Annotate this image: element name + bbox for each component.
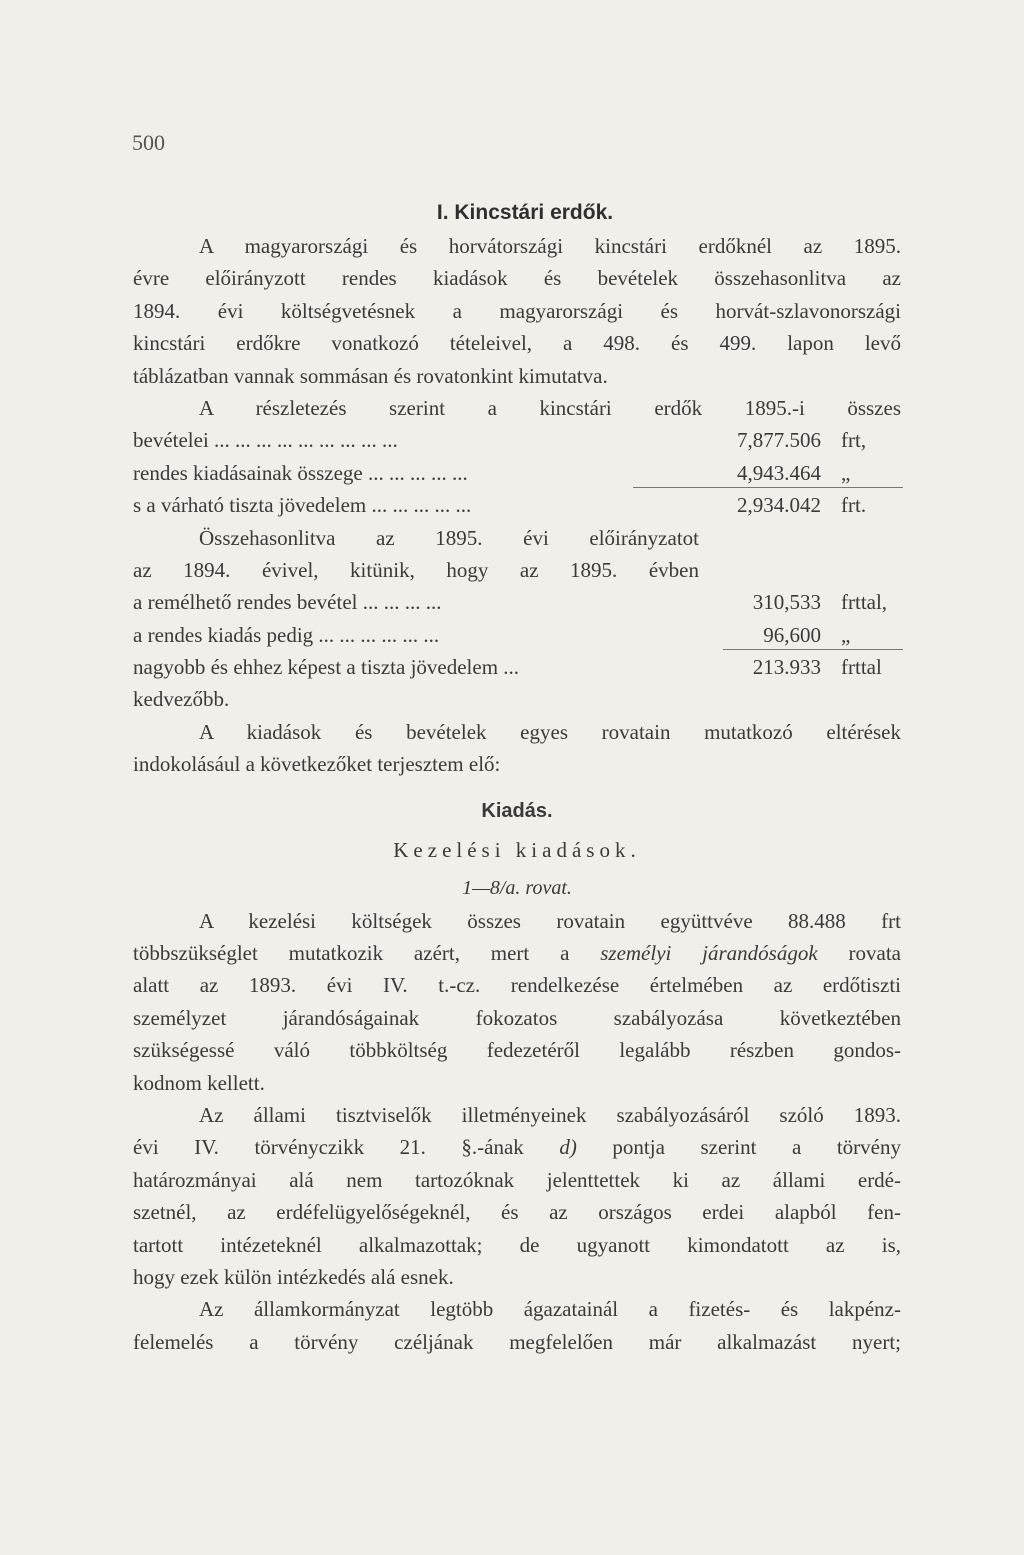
text-line: A kiadások és bevételek egyes rovatain mutatkozó eltérések [199,719,901,744]
text-line: kincstári erdőkre vonatkozó tételeivel, a 498. és 499. lapon levő [133,331,901,356]
text-span: évi IV. törvényczikk 21. §.-ának [133,1135,560,1160]
row-value: 213.933 [752,655,821,680]
comparison-row [133,651,901,683]
summary-row [133,489,901,521]
row-unit: frt, [841,428,867,453]
text-line: tartott intézeteknél alkalmazottak; de ugyanott kimondatott az is, [133,1232,901,1257]
row-label: nagyobb és ehhez képest a tiszta jövedelem ... [133,655,520,680]
heading-expenses: Kiadás. [481,799,553,822]
law-paragraph [133,1099,901,1293]
emphasis-text: d) [559,1135,577,1160]
row-value: 7,877.506 [737,428,821,453]
comparison-table [133,586,901,683]
row-label: a rendes kiadás pedig ... ... ... ... ... ... [133,622,440,647]
text-line: kedvezőbb. [133,687,230,712]
heading-admin-expenses: Kezelési kiadások. [393,837,641,862]
text-line: A kezelési költségek összes rovatain együttvéve 88.488 frt [199,908,901,933]
text-line: hogy ezek külön intézkedés alá esnek. [133,1264,454,1289]
text-line: indokolásául a következőket terjesztem elő: [133,752,501,777]
row-unit: „ [841,622,851,647]
row-value: 96,600 [763,622,821,647]
intro-paragraph [133,230,901,392]
text-line: az 1894. évivel, kitünik, hogy az 1895. évben [133,557,699,582]
text-span: pontja szerint a törvény [576,1135,901,1160]
gov-paragraph [133,1293,901,1358]
text-span: rovata [817,941,901,966]
comparison-row [133,586,901,618]
text-line: évre előirányzott rendes kiadások és bevételek összehasonlitva az [133,266,901,291]
text-line: alatt az 1893. évi IV. t.-cz. rendelkezése értelmében az erdőtiszti [133,973,901,998]
row-label: a remélhető rendes bevétel ... ... ... ... [133,590,442,615]
page-number: 500 [132,130,165,155]
summary-row [133,457,901,489]
body-text [133,196,901,1358]
text-line [133,1131,901,1163]
comparison-intro [133,522,699,587]
text-line: Az állami tisztviselők illetményeinek szabályozásáról szóló 1893. [199,1102,901,1127]
section-title: I. Kincstári erdők. [436,201,614,224]
heading-rovat: 1—8/a. rovat. [462,876,572,899]
text-line: kodnom kellett. [133,1070,265,1095]
text-line: személyzet járandóságainak fokozatos szabályozása következtében [133,1005,901,1030]
text-line [133,937,901,969]
text-line: Az államkormányzat legtöbb ágazatainál a fizetés- és lakpénz- [199,1297,901,1322]
text-line: szükségessé váló többköltség fedezetéről legalább részben gondos- [133,1038,901,1063]
comparison-row [133,619,901,651]
text-line: 1894. évi költségvetésnek a magyarországi és horvát-szlavonországi [133,298,901,323]
admin-paragraph [133,905,901,1099]
text-line: Összehasonlitva az 1895. évi előirányzatot [199,525,699,550]
row-label: s a várható tiszta jövedelem ... ... ... ... ... [133,493,472,518]
summary-row [133,424,901,456]
row-value: 4,943.464 [737,460,821,485]
row-value: 2,934.042 [737,493,821,518]
deviations-paragraph [133,716,901,781]
text-line: határozmányai alá nem tartozóknak jelenttettek ki az állami erdé- [133,1167,901,1192]
text-line: A részletezés szerint a kincstári erdők 1895.-i összes [199,395,901,420]
detail-intro [133,392,901,424]
row-unit: frttal, [841,590,888,615]
text-span: többszükséglet mutatkozik azért, mert a [133,941,601,966]
row-unit: frt. [841,493,867,518]
row-unit: frttal [841,655,882,680]
row-label: rendes kiadásainak összege ... ... ... ... ... [133,460,468,485]
row-unit: „ [841,460,851,485]
row-value: 310,533 [752,590,821,615]
emphasis-text: személyi járandóságok [600,941,818,966]
text-line: táblázatban vannak sommásan és rovatonkint kimutatva. [133,363,608,388]
row-label: bevételei ... ... ... ... ... ... ... ... ... [133,428,398,453]
summary-table [133,424,901,521]
text-line: felemelés a törvény czéljának megfelelően már alkalmazást nyert; [133,1329,901,1354]
text-line: A magyarországi és horvátországi kincstári erdőknél az 1895. [199,234,901,258]
comparison-tail [133,683,901,715]
text-line: szetnél, az erdéfelügyelőségeknél, és az országos erdei alapból fen- [133,1200,901,1225]
